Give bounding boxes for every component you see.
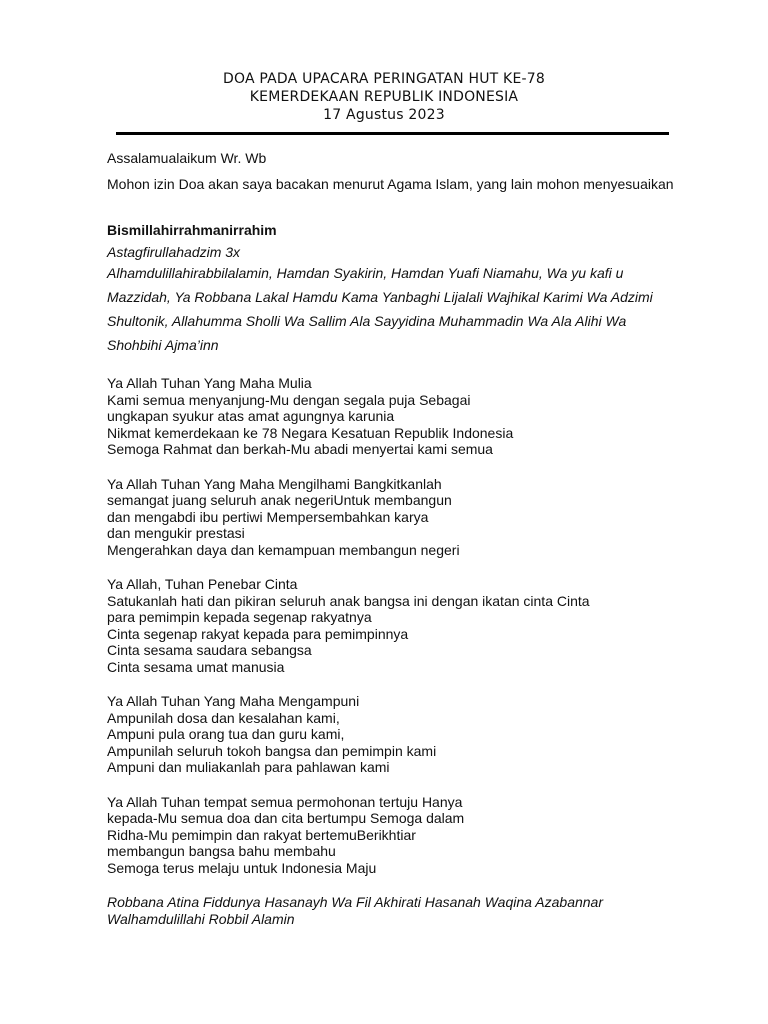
stanza-line: ungkapan syukur atas amat agungnya karunia [107, 408, 395, 424]
stanza-line: Cinta sesama umat manusia [107, 658, 285, 675]
stanza-line: Cinta segenap rakyat kepada para pemimpinnya [107, 625, 409, 642]
stanza-line: Ya Allah, Tuhan Penebar Cinta [107, 576, 298, 592]
stanza-line: Ya Allah Tuhan Yang Maha Mengampuni [107, 693, 360, 709]
stanza-line: Ampunilah dosa dan kesalahan kami, [107, 709, 340, 726]
greeting: Assalamualaikum Wr. Wb [107, 150, 267, 166]
stanza-line: Ampunilah seluruh tokoh bangsa dan pemimpin kami [107, 742, 437, 759]
stanza-5 [107, 794, 747, 877]
opening-line: Mazzidah, Ya Robbana Lakal Hamdu Kama Yanbaghi Lijalali Wajhikal Karimi Wa Adzimi [107, 289, 653, 305]
stanza-line: Semoga Rahmat dan berkah-Mu abadi menyertai kami semua [107, 441, 493, 457]
stanza-line: Kami semua menyanjung-Mu dengan segala puja Sebagai [107, 391, 471, 408]
stanza-line: Semoga terus melaju untuk Indonesia Maju [107, 859, 377, 876]
stanza-line: dan mengabdi ibu pertiwi Mempersembahkan karya [107, 508, 429, 525]
stanza-line: para pemimpin kepada segenap rakyatnya [107, 609, 372, 625]
document-header [0, 70, 768, 124]
stanza-line: membangun bangsa bahu membahu [107, 843, 336, 859]
document-body [107, 149, 747, 927]
stanza-line: Cinta sesama saudara sebangsa [107, 642, 312, 658]
opening-line: Shultonik, Allahumma Sholli Wa Sallim Ala Sayyidina Muhammadin Wa Ala Alihi Wa [107, 313, 627, 329]
stanza-line: Ampuni pula orang tua dan guru kami, [107, 726, 345, 742]
date-line: 17 Agustus 2023 [323, 107, 445, 123]
stanza-4 [107, 693, 747, 776]
stanza-line: semangat juang seluruh anak negeriUntuk membangun [107, 492, 452, 508]
closing-prayer [107, 894, 747, 927]
stanza-line: dan mengukir prestasi [107, 525, 245, 541]
istighfar: Astagfirullahadzim 3x [107, 244, 241, 260]
opening-line: Alhamdulillahirabbilalamin, Hamdan Syakirin, Hamdan Yuafi Niamahu, Wa yu kafi u [107, 265, 624, 281]
stanza-line: Ya Allah Tuhan tempat semua permohonan tertuju Hanya [107, 793, 463, 810]
stanza-3 [107, 576, 747, 675]
stanza-line: kepada-Mu semua doa dan cita bertumpu Semoga dalam [107, 810, 465, 826]
stanza-line: Ridha-Mu pemimpin dan rakyat bertemuBerikhtiar [107, 826, 416, 843]
closing-line: Robbana Atina Fiddunya Hasanayh Wa Fil Akhirati Hasanah Waqina Azabannar [107, 894, 603, 910]
intro-request: Mohon izin Doa akan saya bacakan menurut Agama Islam, yang lain mohon menyesuaikan [107, 176, 674, 192]
title-line-2: KEMERDEKAAN REPUBLIK INDONESIA [249, 89, 519, 105]
title-line-1: DOA PADA UPACARA PERINGATAN HUT KE-78 [223, 71, 545, 87]
header-divider [116, 132, 669, 135]
stanza-line: Satukanlah hati dan pikiran seluruh anak bangsa ini dengan ikatan cinta Cinta [107, 592, 590, 609]
stanza-2 [107, 476, 747, 559]
opening-prayer [107, 261, 747, 357]
stanza-line: Ampuni dan muliakanlah para pahlawan kami [107, 759, 390, 775]
stanza-line: Ya Allah Tuhan Yang Maha Mengilhami Bangkitkanlah [107, 475, 442, 492]
basmalah: Bismillahirrahmanirrahim [107, 222, 277, 238]
stanza-line: Mengerahkan daya dan kemampuan membangun negeri [107, 541, 460, 558]
opening-line: Shohbihi Ajma’inn [107, 337, 219, 353]
stanza-1 [107, 375, 747, 458]
closing-line: Walhamdulillahi Robbil Alamin [107, 910, 295, 927]
stanza-line: Ya Allah Tuhan Yang Maha Mulia [107, 375, 312, 391]
stanza-line: Nikmat kemerdekaan ke 78 Negara Kesatuan Republik Indonesia [107, 424, 514, 441]
